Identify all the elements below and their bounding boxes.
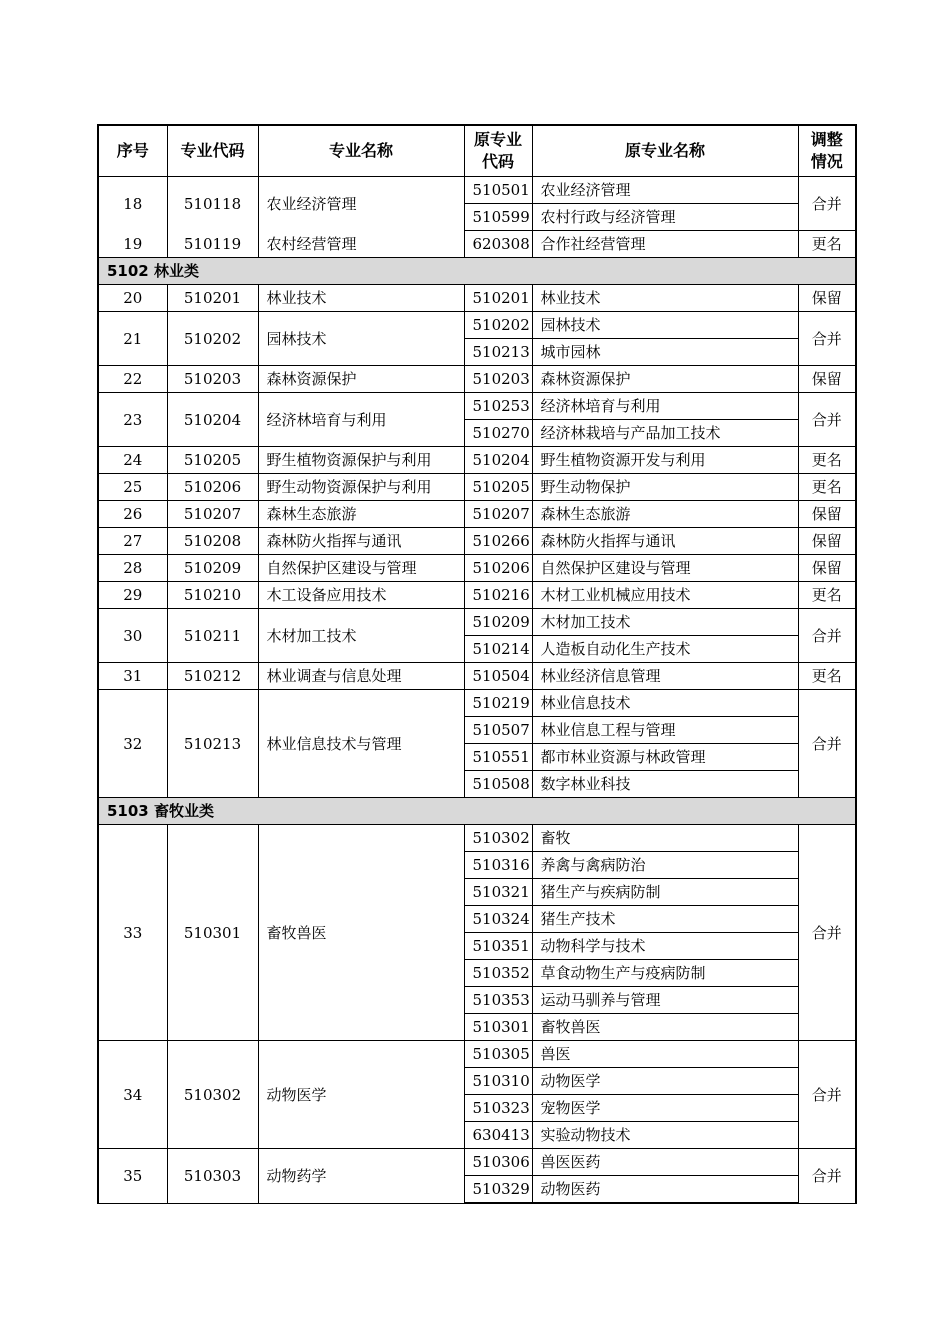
status-cell: 更名	[798, 663, 856, 690]
major-adjustment-table	[97, 124, 857, 1204]
orig-name-cell: 动物医学	[532, 1068, 798, 1095]
orig-name-cell: 木材工业机械应用技术	[532, 582, 798, 609]
status-cell: 保留	[798, 285, 856, 312]
orig-name-cell: 经济林栽培与产品加工技术	[532, 420, 798, 447]
category-row	[98, 798, 856, 825]
orig-code-cell: 510351	[464, 933, 532, 960]
orig-name-cell: 城市园林	[532, 339, 798, 366]
code-cell: 510213	[167, 690, 258, 798]
code-cell: 510302	[167, 1041, 258, 1149]
seq-cell: 27	[98, 528, 167, 555]
code-cell: 510201	[167, 285, 258, 312]
orig-code-cell: 510352	[464, 960, 532, 987]
code-cell: 510205	[167, 447, 258, 474]
orig-code-cell: 510201	[464, 285, 532, 312]
header-major-name: 专业名称	[258, 125, 464, 177]
orig-code-cell: 510207	[464, 501, 532, 528]
status-cell: 更名	[798, 474, 856, 501]
category-label: 5103 畜牧业类	[98, 798, 856, 825]
name-cell: 野生动物资源保护与利用	[258, 474, 464, 501]
orig-code-cell: 510321	[464, 879, 532, 906]
orig-name-cell: 园林技术	[532, 312, 798, 339]
seq-cell: 30	[98, 609, 167, 663]
name-cell: 农业经济管理	[258, 177, 464, 231]
table-row	[98, 312, 856, 339]
header-adjustment	[798, 125, 856, 177]
seq-cell: 25	[98, 474, 167, 501]
table-row	[98, 393, 856, 420]
seq-cell: 31	[98, 663, 167, 690]
orig-code-cell: 510306	[464, 1149, 532, 1176]
code-cell: 510202	[167, 312, 258, 366]
table-row	[98, 690, 856, 717]
orig-code-cell: 510219	[464, 690, 532, 717]
orig-name-cell: 森林资源保护	[532, 366, 798, 393]
status-cell: 合并	[798, 393, 856, 447]
code-cell: 510211	[167, 609, 258, 663]
orig-code-cell: 510205	[464, 474, 532, 501]
orig-code-cell: 620308	[464, 231, 532, 258]
orig-name-cell: 都市林业资源与林政管理	[532, 744, 798, 771]
code-cell: 510212	[167, 663, 258, 690]
orig-code-cell: 510253	[464, 393, 532, 420]
orig-name-cell: 猪生产与疾病防制	[532, 879, 798, 906]
name-cell: 自然保护区建设与管理	[258, 555, 464, 582]
orig-code-cell: 510599	[464, 204, 532, 231]
orig-code-cell: 510301	[464, 1014, 532, 1041]
name-cell: 动物医学	[258, 1041, 464, 1149]
orig-name-cell: 实验动物技术	[532, 1122, 798, 1149]
orig-code-cell: 510270	[464, 420, 532, 447]
seq-cell: 22	[98, 366, 167, 393]
orig-code-cell: 510504	[464, 663, 532, 690]
table-row	[98, 825, 856, 852]
table-header-row	[98, 125, 856, 177]
orig-code-cell: 510266	[464, 528, 532, 555]
orig-code-cell: 510323	[464, 1095, 532, 1122]
seq-cell: 32	[98, 690, 167, 798]
table-row	[98, 231, 856, 258]
orig-code-cell: 510316	[464, 852, 532, 879]
orig-name-cell: 合作社经营管理	[532, 231, 798, 258]
orig-name-cell: 林业技术	[532, 285, 798, 312]
orig-name-cell: 动物科学与技术	[532, 933, 798, 960]
name-cell: 野生植物资源保护与利用	[258, 447, 464, 474]
orig-code-cell: 510324	[464, 906, 532, 933]
orig-name-cell: 林业信息工程与管理	[532, 717, 798, 744]
orig-name-cell: 畜牧	[532, 825, 798, 852]
seq-cell: 24	[98, 447, 167, 474]
name-cell: 林业调查与信息处理	[258, 663, 464, 690]
table-row	[98, 501, 856, 528]
status-cell: 合并	[798, 690, 856, 798]
code-cell: 510203	[167, 366, 258, 393]
orig-name-cell: 兽医	[532, 1041, 798, 1068]
status-cell: 更名	[798, 447, 856, 474]
table-row	[98, 177, 856, 204]
orig-name-cell: 野生植物资源开发与利用	[532, 447, 798, 474]
table-row	[98, 582, 856, 609]
table-row	[98, 1149, 856, 1176]
table-row	[98, 1041, 856, 1068]
status-cell: 保留	[798, 366, 856, 393]
orig-name-cell: 林业信息技术	[532, 690, 798, 717]
seq-cell: 26	[98, 501, 167, 528]
orig-name-cell: 兽医医药	[532, 1149, 798, 1176]
orig-code-cell: 510302	[464, 825, 532, 852]
header-adjustment-line1: 调整	[810, 130, 843, 149]
header-original-code-line2: 代码	[481, 152, 514, 171]
name-cell: 经济林培育与利用	[258, 393, 464, 447]
header-original-code	[464, 125, 532, 177]
table-row	[98, 447, 856, 474]
orig-name-cell: 人造板自动化生产技术	[532, 636, 798, 663]
status-cell: 合并	[798, 177, 856, 231]
seq-cell: 21	[98, 312, 167, 366]
code-cell: 510118	[167, 177, 258, 231]
status-cell: 保留	[798, 501, 856, 528]
category-label: 5102 林业类	[98, 258, 856, 285]
orig-code-cell: 510209	[464, 609, 532, 636]
orig-code-cell: 510202	[464, 312, 532, 339]
orig-name-cell: 草食动物生产与疫病防制	[532, 960, 798, 987]
name-cell: 森林生态旅游	[258, 501, 464, 528]
table-row	[98, 528, 856, 555]
seq-cell: 18	[98, 177, 167, 231]
orig-name-cell: 运动马驯养与管理	[532, 987, 798, 1014]
name-cell: 畜牧兽医	[258, 825, 464, 1041]
orig-code-cell: 630413	[464, 1122, 532, 1149]
seq-cell: 20	[98, 285, 167, 312]
table-row	[98, 474, 856, 501]
orig-name-cell: 猪生产技术	[532, 906, 798, 933]
seq-cell: 23	[98, 393, 167, 447]
header-seq: 序号	[98, 125, 167, 177]
orig-name-cell: 养禽与禽病防治	[532, 852, 798, 879]
orig-name-cell: 野生动物保护	[532, 474, 798, 501]
orig-code-cell: 510216	[464, 582, 532, 609]
orig-code-cell: 510204	[464, 447, 532, 474]
name-cell: 林业技术	[258, 285, 464, 312]
orig-name-cell: 宠物医学	[532, 1095, 798, 1122]
header-major-code: 专业代码	[167, 125, 258, 177]
orig-name-cell: 经济林培育与利用	[532, 393, 798, 420]
orig-name-cell: 木材加工技术	[532, 609, 798, 636]
header-original-name: 原专业名称	[532, 125, 798, 177]
name-cell: 动物药学	[258, 1149, 464, 1204]
code-cell: 510208	[167, 528, 258, 555]
orig-name-cell: 自然保护区建设与管理	[532, 555, 798, 582]
name-cell: 森林资源保护	[258, 366, 464, 393]
code-cell: 510210	[167, 582, 258, 609]
orig-code-cell: 510310	[464, 1068, 532, 1095]
table-row	[98, 555, 856, 582]
orig-name-cell: 农村行政与经济管理	[532, 204, 798, 231]
seq-cell: 29	[98, 582, 167, 609]
status-cell: 合并	[798, 1149, 856, 1204]
status-cell: 保留	[798, 555, 856, 582]
orig-name-cell: 动物医药	[532, 1176, 798, 1204]
orig-name-cell: 畜牧兽医	[532, 1014, 798, 1041]
orig-code-cell: 510551	[464, 744, 532, 771]
table-row	[98, 366, 856, 393]
orig-name-cell: 森林防火指挥与通讯	[532, 528, 798, 555]
orig-name-cell: 林业经济信息管理	[532, 663, 798, 690]
orig-code-cell: 510305	[464, 1041, 532, 1068]
seq-cell: 35	[98, 1149, 167, 1204]
table-row	[98, 609, 856, 636]
name-cell: 林业信息技术与管理	[258, 690, 464, 798]
code-cell: 510209	[167, 555, 258, 582]
code-cell: 510119	[167, 231, 258, 258]
orig-code-cell: 510206	[464, 555, 532, 582]
name-cell: 木材加工技术	[258, 609, 464, 663]
seq-cell: 34	[98, 1041, 167, 1149]
orig-code-cell: 510507	[464, 717, 532, 744]
status-cell: 合并	[798, 825, 856, 1041]
orig-code-cell: 510329	[464, 1176, 532, 1204]
code-cell: 510204	[167, 393, 258, 447]
header-adjustment-line2: 情况	[810, 152, 843, 171]
status-cell: 保留	[798, 528, 856, 555]
orig-code-cell: 510501	[464, 177, 532, 204]
seq-cell: 33	[98, 825, 167, 1041]
header-original-code-line1: 原专业	[473, 130, 522, 149]
name-cell: 木工设备应用技术	[258, 582, 464, 609]
status-cell: 更名	[798, 582, 856, 609]
orig-code-cell: 510508	[464, 771, 532, 798]
code-cell: 510206	[167, 474, 258, 501]
status-cell: 合并	[798, 609, 856, 663]
seq-cell: 28	[98, 555, 167, 582]
orig-name-cell: 数字林业科技	[532, 771, 798, 798]
orig-name-cell: 森林生态旅游	[532, 501, 798, 528]
name-cell: 农村经营管理	[258, 231, 464, 258]
name-cell: 园林技术	[258, 312, 464, 366]
code-cell: 510207	[167, 501, 258, 528]
table-row	[98, 285, 856, 312]
name-cell: 森林防火指挥与通讯	[258, 528, 464, 555]
table-row	[98, 663, 856, 690]
status-cell: 合并	[798, 312, 856, 366]
orig-code-cell: 510203	[464, 366, 532, 393]
category-row	[98, 258, 856, 285]
code-cell: 510303	[167, 1149, 258, 1204]
orig-code-cell: 510213	[464, 339, 532, 366]
status-cell: 合并	[798, 1041, 856, 1149]
orig-code-cell: 510214	[464, 636, 532, 663]
code-cell: 510301	[167, 825, 258, 1041]
status-cell: 更名	[798, 231, 856, 258]
seq-cell: 19	[98, 231, 167, 258]
orig-code-cell: 510353	[464, 987, 532, 1014]
orig-name-cell: 农业经济管理	[532, 177, 798, 204]
